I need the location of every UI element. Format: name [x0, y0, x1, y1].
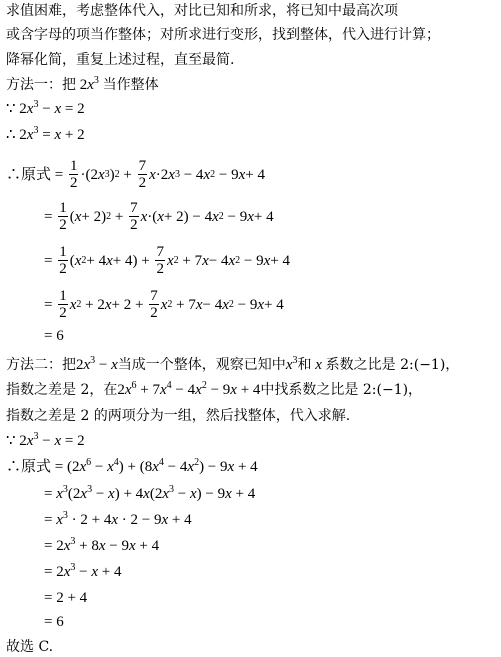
method2-step-2: = $x^3(2x^3 - x) + 4x(2x^3 - x) - 9x + 4$ [44, 484, 256, 502]
method1-step-4: = $\frac{1}{2}$ x 2 + 2 x + 2 + $\frac{7}{2}$ x 2 + 7 x − 4 x 2 − 9 x + 4 [44, 288, 284, 321]
method1-title: 方法一：把 $2x^3$ 当作整体 [6, 75, 159, 93]
method2-step-4: = $2x^3 + 8x - 9x + 4$ [44, 536, 160, 554]
method1-step-2: = $\frac{1}{2}$ ( x + 2) 2 + $\frac{7}{2}$ x ·( x + 2) − 4 x 2 − 9 x + 4 [44, 200, 274, 233]
method2-step-1: ∴原式 = $(2x^6 - x^4) + (8x^4 - 4x^2) - 9x + 4$ [6, 457, 258, 475]
answer: 故选 C. [6, 639, 54, 655]
method1-result: = 6 [44, 328, 64, 344]
method2-line-3: 指数之差是 2 的两项分为一组，然后找整体，代入求解. [6, 408, 351, 424]
method1-step-3: = $\frac{1}{2}$ ( x 2 + 4 x + 4) + $\frac{7}{2}$ x 2 + 7 x − 4 x 2 − 9 x + 4 [44, 244, 291, 277]
method2-line-2: 指数之差是 2，在$2x^6 + 7x^4 - 4x^2 - 9x + 4$中找系数之比是 2:(−1)， [6, 380, 423, 398]
method2-step-6: = 2 + 4 [44, 590, 88, 606]
intro-line-1: 求值困难，考虑整体代入，对比已知和所求，将已知中最高次项 [6, 3, 398, 19]
method2-step-5: = $2x^3 - x + 4$ [44, 562, 122, 580]
method1-given-rearranged: ∴ $2x^3 = x + 2$ [6, 125, 85, 143]
method2-given: ∵ $2x^3 - x = 2$ [6, 431, 85, 449]
intro-line-2: 或含字母的项当作整体；对所求进行变形，找到整体，代入进行计算； [6, 27, 440, 43]
intro-line-3: 降幂化简，重复上述过程，直至最简. [6, 52, 235, 68]
method2-result: = 6 [44, 614, 64, 630]
method1-given: ∵ $2x^3 - x = 2$ [6, 99, 85, 117]
method2-line-1: 方法二：把$2x^3 - x$当成一个整体，观察已知中$x^3$和 x 系数之比是 2:(−1)， [6, 355, 460, 373]
method2-step-3: = $x^3 \cdot 2 + 4x \cdot 2 - 9x + 4$ [44, 510, 192, 528]
method1-step-1: ∴原式 = $\frac{1}{2}$ ·(2 x 3 ) 2 + $\frac{7}{2}$ x ·2 x 3 − 4 x 2 − 9 x + 4 [6, 158, 265, 191]
